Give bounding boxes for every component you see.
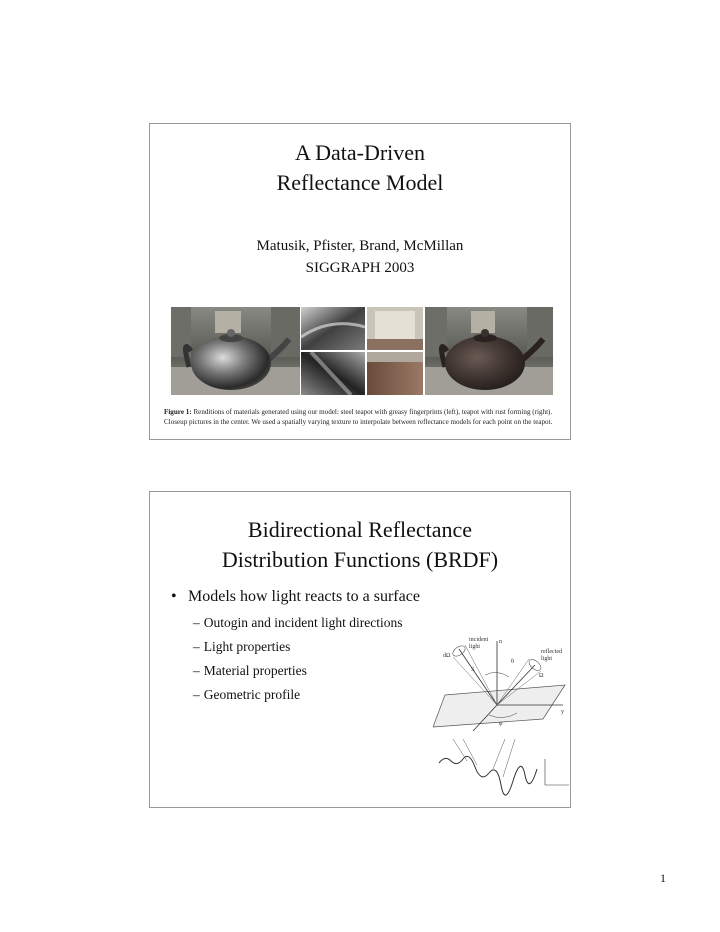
sub-bullet-item	[193, 638, 290, 656]
bullet-text: Models how light reacts to a surface	[188, 588, 420, 605]
phi-label: φ	[499, 721, 503, 727]
sub-bullet-item	[193, 614, 402, 632]
teapot-figure	[171, 307, 553, 395]
reflected-label-1: reflected	[541, 649, 562, 655]
slide-2	[149, 491, 571, 808]
authors: Matusik, Pfister, Brand, McMillan	[256, 238, 464, 254]
rough-surface	[439, 756, 537, 795]
dash-glyph: –	[193, 687, 200, 702]
domega-label: dΩ	[443, 653, 451, 659]
slide-1-title-line-2: Reflectance Model	[276, 170, 444, 195]
s-label: S	[471, 667, 475, 673]
omega-label: Ω	[539, 673, 544, 679]
page-number: 1	[660, 871, 666, 885]
slide-2-title-line-2: Distribution Functions (BRDF)	[221, 547, 499, 572]
steel-teapot-image	[171, 307, 300, 395]
bullet-item	[171, 587, 420, 607]
rust-teapot-image	[425, 307, 553, 395]
sub-bullet-text: Material properties	[203, 663, 307, 678]
caption-line-2: Closeup pictures in the center. We used a spatially varying texture to interpolate between reflectance models for each point on the teapot.	[164, 418, 553, 426]
normal-label: n	[499, 639, 502, 645]
bullet-glyph: •	[171, 588, 177, 605]
slide-1-title-line-1: A Data-Driven	[294, 140, 426, 165]
y-label: y	[561, 709, 564, 715]
theta-label: θ	[511, 659, 514, 665]
closeup-image-bottom-right	[367, 352, 423, 395]
caption-line-1: Renditions of materials generated using our model: steel teapot with greasy fingerprints (left), teapot with rust forming (right).	[193, 408, 553, 416]
slide-1	[149, 123, 571, 440]
figure-caption	[164, 407, 560, 427]
dash-glyph: –	[193, 663, 200, 678]
closeup-image-top-right	[367, 307, 423, 350]
sub-bullet-text: Light properties	[203, 639, 291, 654]
incident-label-1: incident	[469, 637, 489, 643]
sub-bullet-item	[193, 686, 300, 704]
dash-glyph: –	[193, 639, 200, 654]
closeup-image-top-left	[301, 307, 365, 350]
dash-glyph: –	[193, 615, 200, 630]
reflected-label-2: light	[541, 656, 553, 662]
sub-bullet-text: Geometric profile	[203, 687, 301, 702]
caption-label: Figure 1:	[164, 408, 192, 416]
sub-bullet-text: Outogin and incident light directions	[203, 615, 403, 630]
brdf-diagram	[433, 635, 571, 807]
sub-bullet-item	[193, 662, 307, 680]
closeup-image-bottom-left	[301, 352, 365, 395]
incident-label-2: light	[469, 644, 481, 650]
venue: SIGGRAPH 2003	[305, 260, 415, 276]
slide-2-title-line-1: Bidirectional Reflectance	[247, 517, 473, 542]
